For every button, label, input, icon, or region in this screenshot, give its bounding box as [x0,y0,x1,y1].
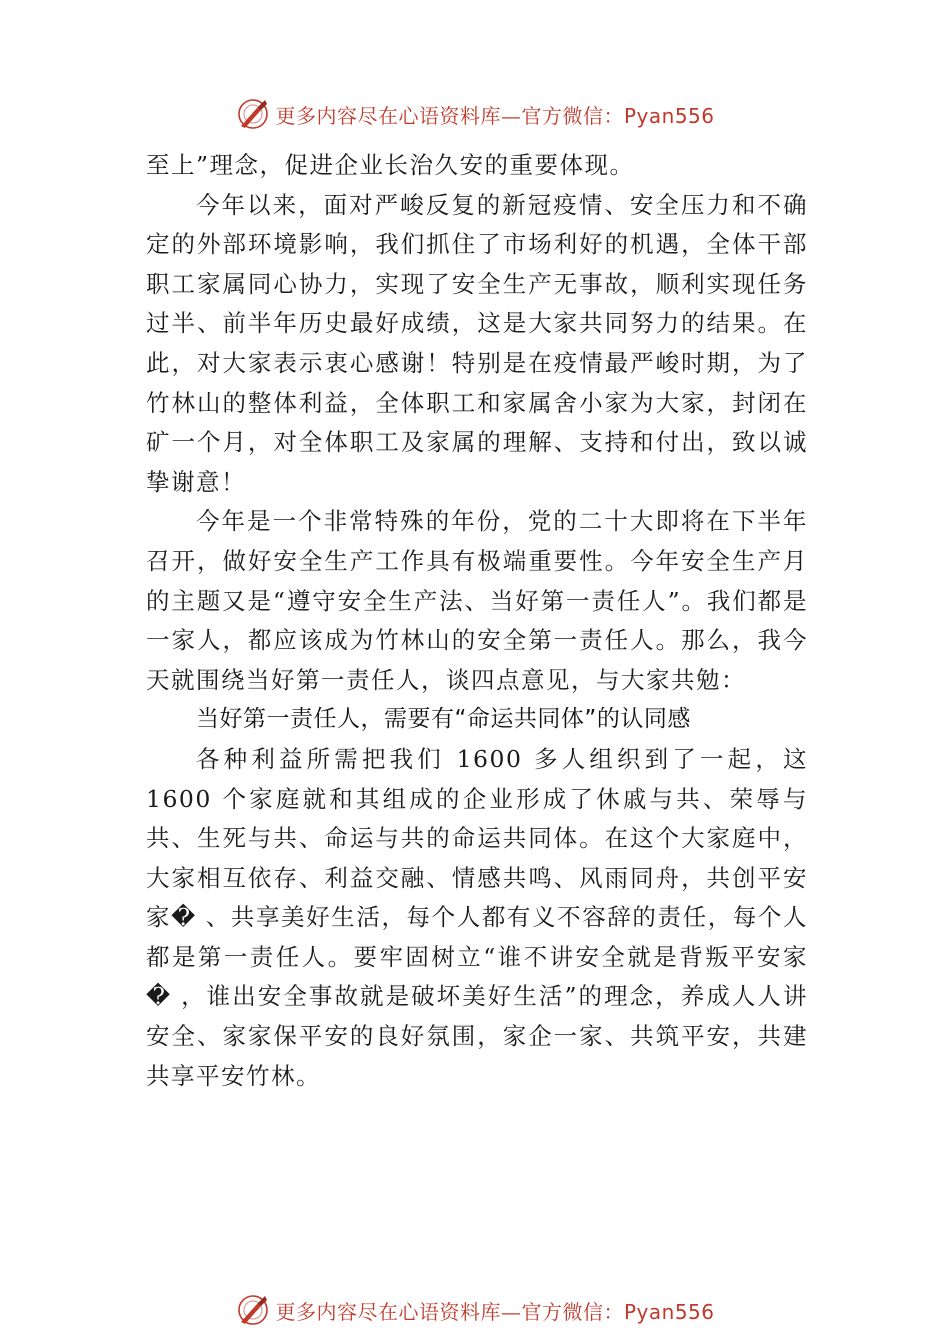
section-heading: 当好第一责任人，需要有“命运共同体”的认同感 [196,706,691,733]
pen-logo-icon [235,96,271,132]
banner-wechat-id: Pyan556 [623,1299,715,1324]
banner-dash: — [500,1299,522,1324]
banner-wechat-id: Pyan556 [623,103,715,128]
paragraph: 今年是一个非常特殊的年份，党的二十大即将在下半年召开，做好安全生产工作具有极端重要性。今年安全生产月的主题又是“遵守安全生产法、当好第一责任人”。我们都是一家人，都应该成为竹林山的安全第一责任人。那么，我今天就围绕当好第一责任人，谈四点意见，与大家共勉： [146,507,808,694]
banner-dash: — [500,103,522,128]
banner-text [275,100,714,129]
banner-wechat-label: 官方微信： [521,103,624,128]
paragraph: 各种利益所需把我们 1600 多人组织到了一起，这 1600 个家庭就和其组成的企业形成了休戚与共、荣辱与共、生死与共、命运与共的命运共同体。在这个大家庭中，大家相互依存、利益交融、情感共鸣、风雨同舟，共创平安家� 、共享美好生活，每个人都有义不容辞的责任，每个人都是第一责任人。要牢固树立“谁不讲安全就是背叛平安家� ，谁出安全事故就是破坏美好生活”的理念，养成人人讲安全、家家保平安的良好氛围，家企一家、共筑平安，共建共享平安竹林。 [146,744,808,1090]
pen-logo-icon [235,1292,271,1328]
banner-main-text: 更多内容尽在心语资料库 [275,1299,501,1324]
paragraph: 今年以来，面对严峻反复的新冠疫情、安全压力和不确定的外部环境影响，我们抓住了市场利好的机遇，全体干部职工家属同心协力，实现了安全生产无事故，顺利实现任务过半、前半年历史最好成绩，这是大家共同努力的结果。在此，对大家表示衷心感谢！特别是在疫情最严峻时期，为了竹林山的整体利益，全体职工和家属舍小家为大家，封闭在矿一个月，对全体职工及家属的理解、支持和付出，致以诚挚谢意！ [146,190,808,496]
header-banner [0,94,950,134]
paragraph: 至上”理念，促进企业长治久安的重要体现。 [146,151,635,179]
banner-wechat-label: 官方微信： [521,1299,624,1324]
footer-banner [0,1290,950,1330]
banner-main-text: 更多内容尽在心语资料库 [275,103,501,128]
document-body [146,146,808,1096]
banner-text [275,1296,714,1325]
